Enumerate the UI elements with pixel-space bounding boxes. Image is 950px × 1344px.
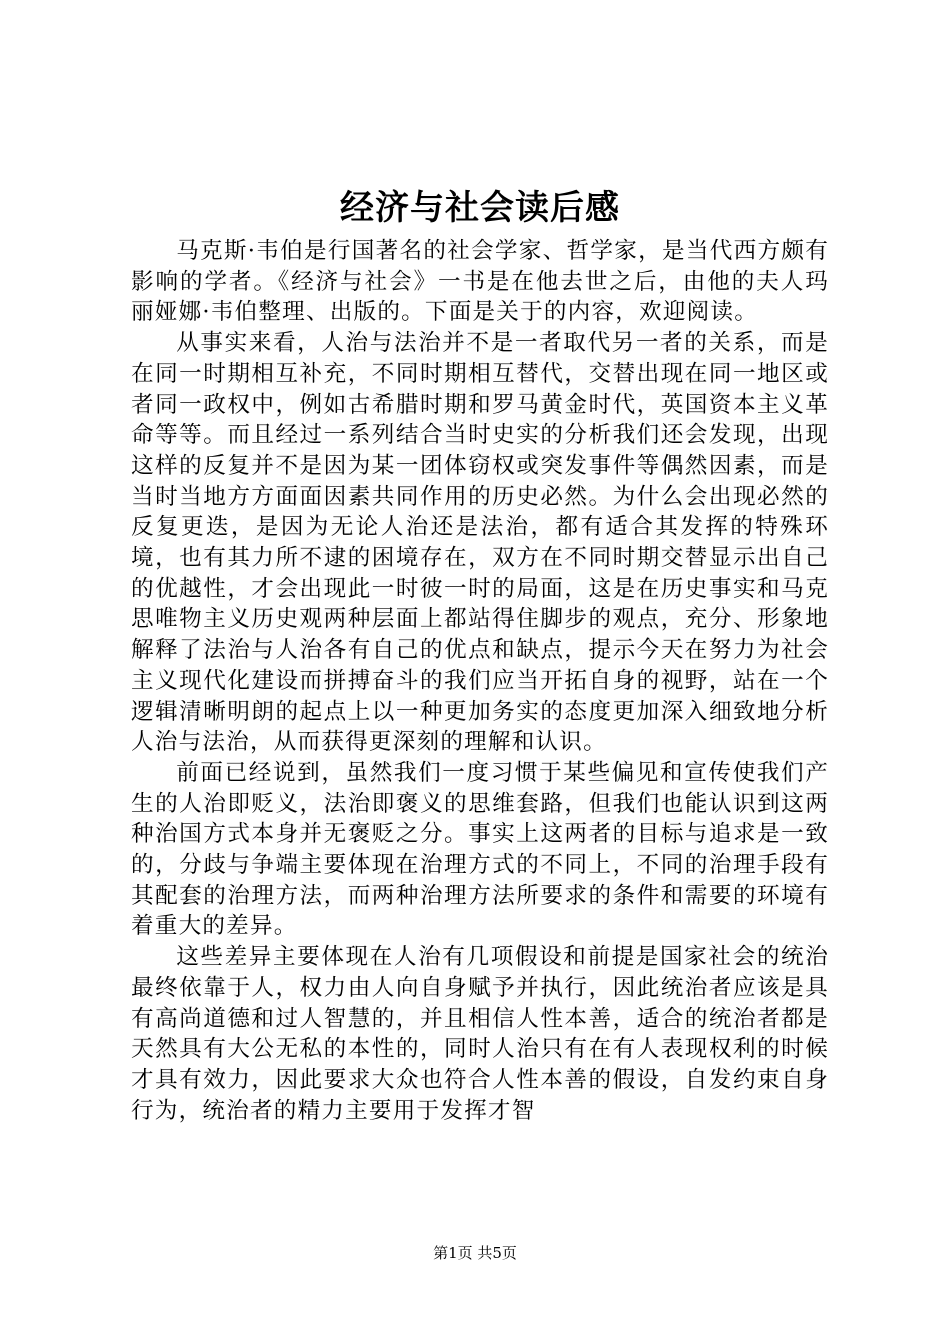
document-page (131, 180, 829, 1126)
paragraph-3: 前面已经说到，虽然我们一度习惯于某些偏见和宣传使我们产生的人治即贬义，法治即褒义的思维套路，但我们也能认识到这两种治国方式本身并无褒贬之分。事实上这两者的目标与追求是一致的，分歧与争端主要体现在治理方式的不同上，不同的治理手段有其配套的治理方法，而两种治理方法所要求的条件和需要的环境有着重大的差异。 (131, 759, 829, 940)
paragraph-4: 这些差异主要体现在人治有几项假设和前提是国家社会的统治最终依靠于人，权力由人向自身赋予并执行，因此统治者应该是具有高尚道德和过人智慧的，并且相信人性本善，适合的统治者都是天然具有大公无私的本性的，同时人治只有在有人表现权利的时候才具有效力，因此要求大众也符合人性本善的假设，自发约束自身行为，统治者的精力主要用于发挥才智 (131, 944, 829, 1124)
paragraph-2: 从事实来看，人治与法治并不是一者取代另一者的关系，而是在同一时期相互补充，不同时期相互替代，交替出现在同一地区或者同一政权中，例如古希腊时期和罗马黄金时代，英国资本主义革命等等。而且经过一系列结合当时史实的分析我们还会发现，出现这样的反复并不是因为某一团体窃权或突发事件等偶然因素，而是当时当地方方面面因素共同作用的历史必然。为什么会出现必然的反复更迭，是因为无论人治还是法治，都有适合其发挥的特殊环境，也有其力所不逮的困境存在，双方在不同时期交替显示出自己的优越性，才会出现此一时彼一时的局面，这是在历史事实和马克思唯物主义历史观两种层面上都站得住脚步的观点，充分、形象地解释了法治与人治各有自己的优点和缺点，提示今天在努力为社会主义现代化建设而拼搏奋斗的我们应当开拓自身的视野，站在一个逻辑清晰明朗的起点上以一种更加务实的态度更加深入细致地分析人治与法治，从而获得更深刻的理解和认识。 (131, 330, 829, 756)
page-footer: 第1页 共5页 (433, 1244, 517, 1262)
document-title: 经济与社会读后感 (340, 188, 620, 228)
paragraph-1: 马克斯·韦伯是行国著名的社会学家、哲学家，是当代西方颇有影响的学者。《经济与社会》一书是在他去世之后，由他的夫人玛丽娅娜·韦伯整理、出版的。下面是关于的内容，欢迎阅读。 (131, 238, 829, 326)
